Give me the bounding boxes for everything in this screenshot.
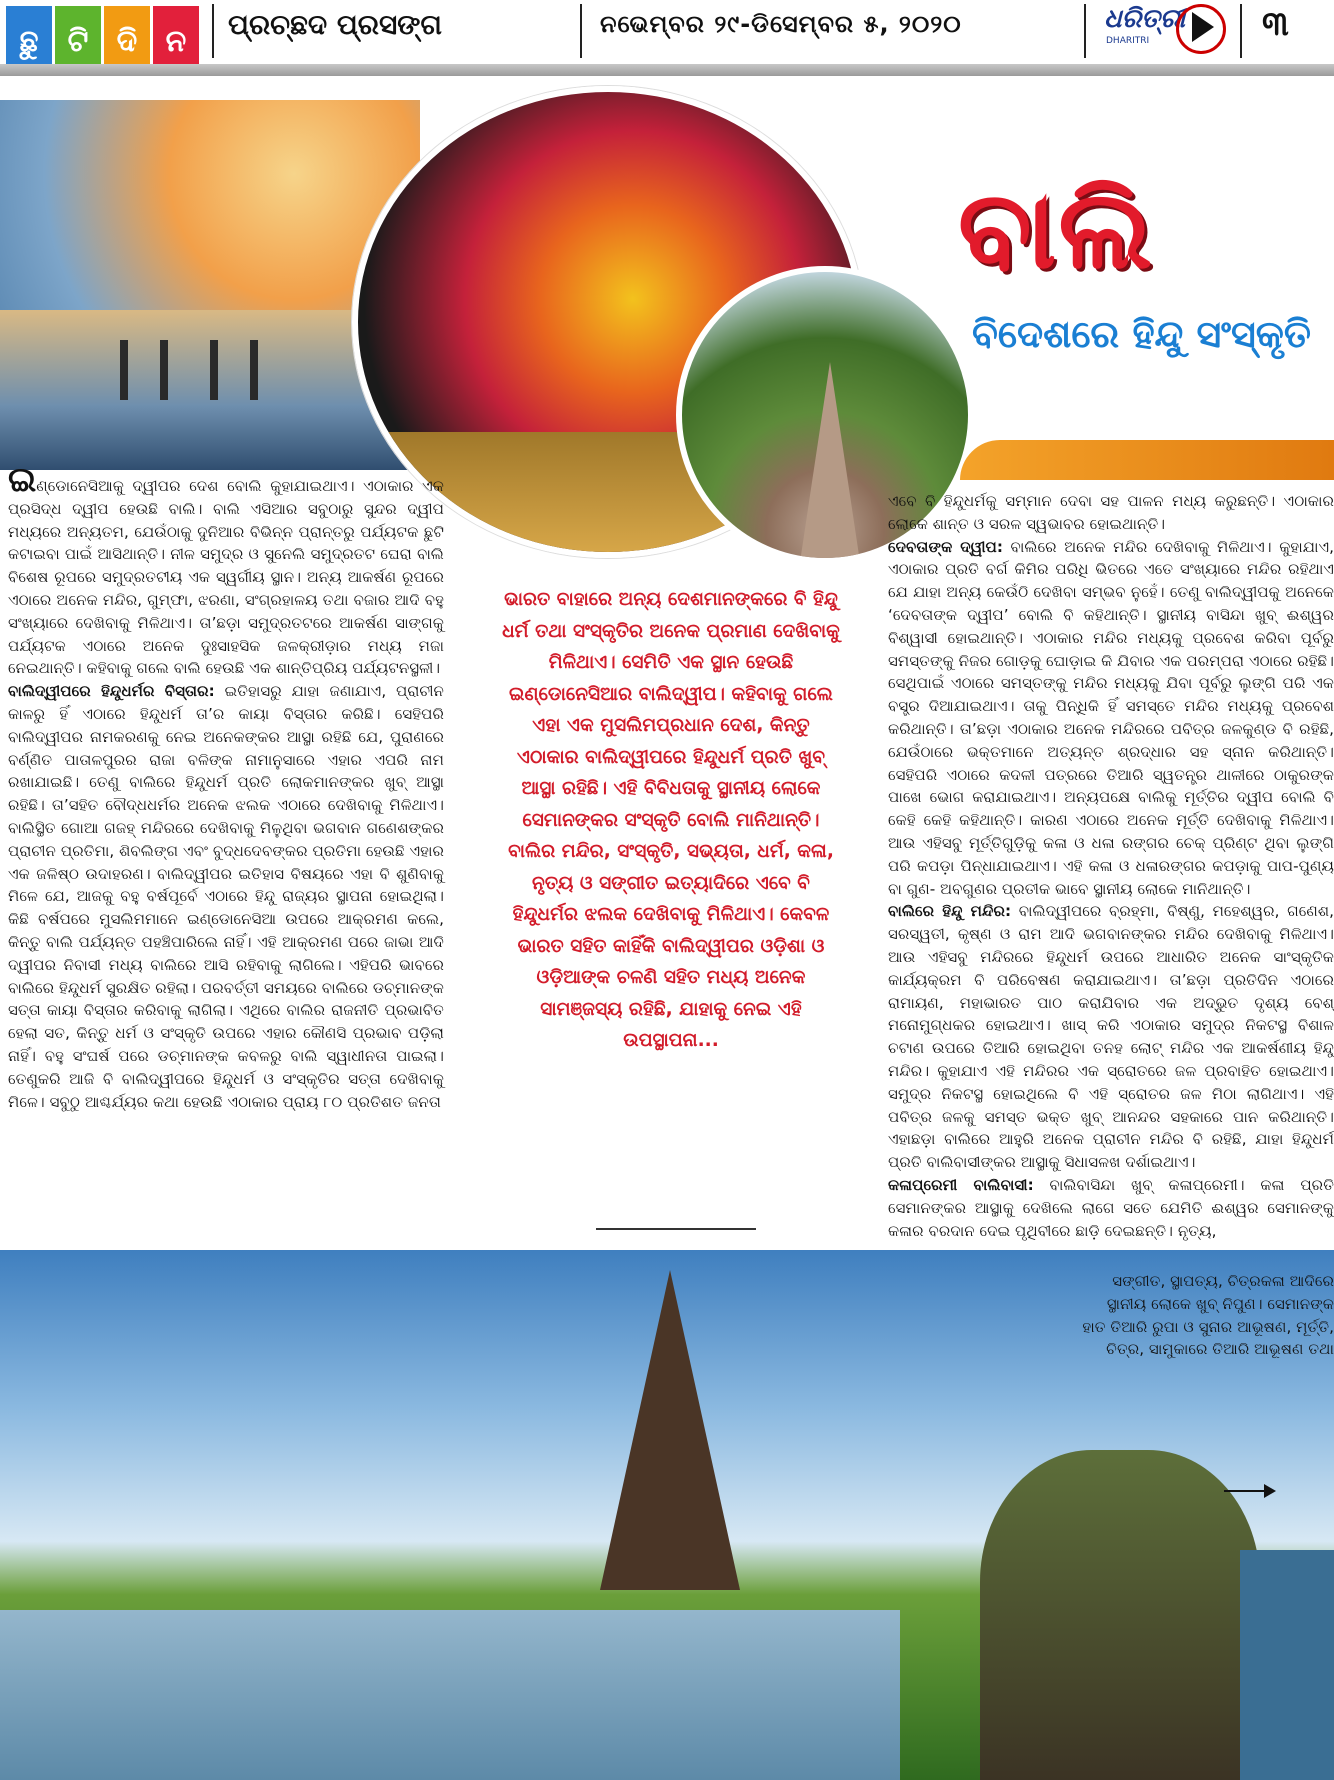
- intro-text: ଣ୍ଡୋନେସିଆକୁ ଦ୍ୱୀପର ଦେଶ ବୋଲି କୁହାଯାଇଥାଏ। ଏଠାକାର ଏକ ପ୍ରସିଦ୍ଧ ଦ୍ୱୀପ ହେଉଛି ବାଲି। ବାଲି ଏସିଆର ସବୁଠାରୁ ସୁନ୍ଦର ଦ୍ୱୀପ ମଧ୍ୟରେ ଅନ୍ୟତମ, ଯେଉଁଠାକୁ ଦୁନିଆର ବିଭିନ୍ନ ପ୍ରାନ୍ତରୁ ପର୍ଯ୍ୟଟକ ଛୁଟି କଟାଇବା ପାଇଁ ଆସିଥାନ୍ତି। ନୀଳ ସମୁଦ୍ର ଓ ସୁନେଲି ସମୁଦ୍ରତଟ ଘେରା ବାଲି ବିଶେଷ ରୂପରେ ସମୁଦ୍ରତଟୀୟ ଏକ ସ୍ୱର୍ଗୀୟ ସ୍ଥାନ। ଅନ୍ୟ ଆକର୍ଷଣ ରୂପରେ ଏଠାରେ ଅନେକ ମନ୍ଦିର, ଗୁମ୍ଫା, ଝରଣା, ସଂଗ୍ରହାଳୟ ତଥା ବଜାର ଆଦି ବହୁ ସଂଖ୍ୟାରେ ଦେଖିବାକୁ ମିଳିଥାଏ। ତା’ଛଡ଼ା ସମୁଦ୍ରତଟରେ ଆକର୍ଷଣ ସାଙ୍ଗକୁ ପର୍ଯ୍ୟଟକ ଏଠାରେ ଅନେକ ଦୁଃସାହସିକ ଜଳକ୍ରୀଡ଼ାର ମଧ୍ୟ ମଜା ନେଇଥାନ୍ତି। କହିବାକୁ ଗଲେ ବାଲି ହେଉଛି ଏକ ଶାନ୍ତିପ୍ରିୟ ପର୍ଯ୍ୟଟନସ୍ଥଳୀ।: [8, 477, 444, 678]
- subheading: କଳାପ୍ରେମୀ ବାଲିବାସୀ:: [888, 1175, 1034, 1194]
- subheading: ଦେବତାଙ୍କ ଦ୍ୱୀପ:: [888, 537, 1003, 556]
- figure: [160, 340, 168, 400]
- temples-text: ବାଲିଦ୍ୱୀପରେ ବ୍ରହ୍ମା, ବିଷ୍ଣୁ, ମହେଶ୍ୱର, ଗଣେଶ, ସରସ୍ୱତୀ, କୃଷ୍ଣ ଓ ରାମ ଆଦି ଭଗବାନଙ୍କର ମନ୍ଦିର ଦେଖିବାକୁ ମିଳିଥାଏ। ଆଉ ଏହିସବୁ ମନ୍ଦିରରେ ହିନ୍ଦୁଧର୍ମ ଉପରେ ଆଧାରିତ ଅନେକ ସାଂସ୍କୃତିକ କାର୍ଯ୍ୟକ୍ରମ ବି ପରିବେଷଣ କରାଯାଇଥାଏ। ତା’ଛଡ଼ା ପ୍ରତିଦିନ ଏଠାରେ ରାମାୟଣ, ମହାଭାରତ ପାଠ କରାଯିବାର ଏକ ଅଦ୍ଭୁତ ଦୃଶ୍ୟ ବେଶ୍ ମନୋମୁଗ୍ଧକର ହୋଇଥାଏ। ଖାସ୍ କରି ଏଠାକାର ସମୁଦ୍ର ନିକଟସ୍ଥ ବିଶାଳ ଚଟାଣ ଉପରେ ତିଆରି ହୋଇଥିବା ତନହ ଲୋଟ୍ ମନ୍ଦିର ଏକ ଆକର୍ଷଣୀୟ ହିନ୍ଦୁ ମନ୍ଦିର। କୁହାଯାଏ ଏହି ମନ୍ଦିରର ଏକ ସ୍ରୋତରେ ଜଳ ପ୍ରବାହିତ ହୋଇଥାଏ। ସମୁଦ୍ର ନିକଟସ୍ଥ ହୋଇଥିଲେ ବି ଏହି ସ୍ରୋତର ଜଳ ମିଠା ଲାଗିଥାଏ। ଏହି ପବିତ୍ର ଜଳକୁ ସମସ୍ତ ଭକ୍ତ ଖୁବ୍ ଆନନ୍ଦର ସହକାରେ ପାନ କରିଥାନ୍ତି। ଏହାଛଡ଼ା ବାଲିରେ ଆହୁରି ଅନେକ ପ୍ରାଚୀନ ମନ୍ଦିର ବି ରହିଛି, ଯାହା ହିନ୍ଦୁଧର୍ମ ପ୍ରତି ବାଲିବାସୀଙ୍କର ଆସ୍ଥାକୁ ସିଧାସଳଖ ଦର୍ଶାଇଥାଏ।: [888, 902, 1334, 1172]
- history-text: ଇତିହାସରୁ ଯାହା ଜଣାଯାଏ, ପ୍ରାଚୀନ କାଳରୁ ହିଁ ଏଠାରେ ହିନ୍ଦୁଧର୍ମ ତା’ର କାୟା ବିସ୍ତାର କରିଛି। ସେହିପରି ବାଲିଦ୍ୱୀପର ନାମକରଣକୁ ନେଇ ଅନେକଙ୍କର ଆସ୍ଥା ରହିଛି ଯେ, ପୁରାଣରେ ବର୍ଣ୍ଣିତ ପାତାଳପୁରର ରାଜା ବଳିଙ୍କ ନାମାନୁସାରେ ଏହାର ଏପରି ନାମ ରଖାଯାଇଛି। ତେଣୁ ବାଲିରେ ହିନ୍ଦୁଧର୍ମ ପ୍ରତି ଲୋକମାନଙ୍କର ଖୁବ୍ ଆସ୍ଥା ରହିଛି। ତା’ସହିତ ବୌଦ୍ଧଧର୍ମର ଅନେକ ଝଲକ ଏଠାରେ ଦେଖିବାକୁ ମିଳିଥାଏ। ବାଲିସ୍ଥିତ ଗୋଆ ଗଜହ୍ ମନ୍ଦିରରେ ଦେଖିବାକୁ ମିଳୁଥିବା ଭଗବାନ ଗଣେଶଙ୍କର ପ୍ରାଚୀନ ପ୍ରତିମା, ଶିବଲିଙ୍ଗ ଏବଂ ବୁଦ୍ଧଦେବଙ୍କର ପ୍ରତିମା ହେଉଛି ଏହାର ଏକ ଜଳିଷ୍ଠ ଉଦାହରଣ। ବାଲିଦ୍ୱୀପର ଇତିହାସ ବିଷୟରେ ଏହା ବି ଶୁଣିବାକୁ ମିଳେ ଯେ, ଆଜକୁ ବହୁ ବର୍ଷପୂର୍ବେ ଏଠାରେ ହିନ୍ଦୁ ରାଜ୍ୟର ସ୍ଥାପନା ହୋଇଥିଲା। କିଛି ବର୍ଷପରେ ମୁସଲିମମାନେ ଇଣ୍ଡୋନେସିଆ ଉପରେ ଆକ୍ରମଣ କଲେ, କିନ୍ତୁ ବାଲି ପର୍ଯ୍ୟନ୍ତ ପହଞ୍ଚିପାରିଲେ ନାହିଁ। ଏହି ଆକ୍ରମଣ ପରେ ଜାଭା ଆଦି ଦ୍ୱୀପର ନିବାସୀ ମଧ୍ୟ ବାଲିରେ ଆସି ରହିବାକୁ ଲାଗିଲେ। ଏହିପରି ଭାବରେ ବାଲିରେ ହିନ୍ଦୁଧର୍ମ ସୁରକ୍ଷିତ ରହିଲା। ପରବର୍ତ୍ତୀ ସମୟରେ ବାଲିରେ ଡଚ୍‌ମାନଙ୍କ ସତ୍ତା କାୟା ବିସ୍ତାର କରିବାକୁ ଲାଗିଲା। ଏଥିରେ ବାଲିର ରାଜନୀତି ପ୍ରଭାବିତ ହେଲା ସତ, କିନ୍ତୁ ଧର୍ମ ଓ ସଂସ୍କୃତି ଉପରେ ଏହାର କୌଣସି ପ୍ରଭାବ ପଡ଼ିଲା ନାହିଁ। ବହୁ ସଂଘର୍ଷ ପରେ ଡଚ୍‌ମାନଙ୍କ କବଳରୁ ବାଲି ସ୍ୱାଧୀନତା ପାଇଲା। ତେଣୁକରି ଆଜି ବି ବାଲିଦ୍ୱୀପରେ ହିନ୍ଦୁଧର୍ମ ଓ ସଂସ୍କୃତିର ସତ୍ତା ଦେଖିବାକୁ ମିଳେ। ସବୁଠୁ ଆଶ୍ଚର୍ଯ୍ୟର କଥା ହେଉଛି ଏଠାକାର ପ୍ରାୟ ୮୦ ପ୍ରତିଶତ ଜନତା: [8, 682, 445, 1111]
- header-bar: [0, 64, 1334, 76]
- divider: [212, 4, 214, 58]
- continued-text: ସଙ୍ଗୀତ, ସ୍ଥାପତ୍ୟ, ଚିତ୍ରକଳା ଆଦିରେ ସ୍ଥାନୀୟ ଲୋକେ ଖୁବ୍ ନିପୁଣ। ସେମାନଙ୍କ ହାତ ତିଆରି ରୁପା ଓ ସୁନାର ଆଭୂଷଣ, ମୂର୍ତ୍ତି, ଚିତ୍ର, ସାମୁକାରେ ତିଆରି ଆଭୂଷଣ ତଥା: [1082, 1272, 1334, 1359]
- publisher-logo: ଧରିତ୍ରୀ: [1104, 4, 1186, 34]
- orange-swoosh: [960, 440, 1334, 480]
- issue-date: ନଭେମ୍ବର ୨୯-ଡିସେମ୍ବର ୫, ୨୦୨୦: [600, 10, 962, 38]
- art-paragraph: [888, 1174, 1334, 1242]
- masthead: [0, 0, 1334, 80]
- figure: [250, 340, 258, 400]
- publisher-logo-sub: DHARITRI: [1106, 36, 1150, 46]
- brand-letter: ଟି: [55, 6, 101, 76]
- page-number: ୩: [1262, 4, 1289, 44]
- divider: [580, 4, 582, 58]
- right-intro: ଏବେ ବି ହିନ୍ଦୁଧର୍ମକୁ ସମ୍ମାନ ଦେବା ସହ ପାଳନ ମଧ୍ୟ କରୁଛନ୍ତି। ଏଠାକାର ଲୋକେ ଶାନ୍ତ ଓ ସରଳ ସ୍ୱଭାବର ହୋଇଥାନ୍ତି।: [888, 492, 1334, 533]
- continue-arrow-icon: [1224, 1490, 1274, 1492]
- brand-letter: ଦି: [104, 6, 150, 76]
- gods-island-text: ବାଲିରେ ଅନେକ ମନ୍ଦିର ଦେଖିବାକୁ ମିଳିଥାଏ। କୁହାଯାଏ, ଏଠାକାର ପ୍ରତି ବର୍ଗ କିମିର ପରିଧି ଭିତରେ ଏତେ ସଂଖ୍ୟାରେ ମନ୍ଦିର ରହିଥାଏ ଯେ ଯାହା ଅନ୍ୟ କେଉଁଠି ଦେଖିବା ସମ୍ଭବ ନୁହେଁ। ତେଣୁ ବାଲିଦ୍ୱୀପକୁ ଅନେକେ ‘ଦେବତାଙ୍କ ଦ୍ୱୀପ’ ବୋଲି ବି କହିଥାନ୍ତି। ସ୍ଥାନୀୟ ବାସିନ୍ଦା ଖୁବ୍ ଈଶ୍ୱର ବିଶ୍ୱାସୀ ହୋଇଥାନ୍ତି। ଏଠାକାର ମନ୍ଦିର ମଧ୍ୟକୁ ପ୍ରବେଶ କରିବା ପୂର୍ବରୁ ସମସ୍ତଙ୍କୁ ନିଜର ଗୋଡ଼କୁ ଘୋଡ଼ାଇ କି ଯିବାର ଏକ ପରମ୍ପରା ଏଠାରେ ରହିଛି। ସେଥିପାଇଁ ଏଠାରେ ସମସ୍ତଙ୍କୁ ମନ୍ଦିର ମଧ୍ୟକୁ ଯିବା ପୂର୍ବରୁ ଲୁଙ୍ଗି ପରି ଏକ ବସ୍ତ୍ର ଦିଆଯାଇଥାଏ। ତାକୁ ପିନ୍ଧିକି ହିଁ ସମସ୍ତେ ମନ୍ଦିର ମଧ୍ୟକୁ ପ୍ରବେଶ କରିଥାନ୍ତି। ତା’ଛଡ଼ା ଏଠାକାର ଅନେକ ମନ୍ଦିରରେ ପବିତ୍ର ଜଳକୁଣ୍ଡ ବି ରହିଛି, ଯେଉଁଠାରେ ଭକ୍ତମାନେ ଅତ୍ୟନ୍ତ ଶ୍ରଦ୍ଧାର ସହ ସ୍ନାନ କରିଥାନ୍ତି। ସେହିପରି ଏଠାରେ କଦଳୀ ପତ୍ରରେ ତିଆରି ସ୍ୱତନ୍ତ୍ର ଥାଳୀରେ ଠାକୁରଙ୍କ ପାଖେ ଭୋଗ କରାଯାଇଥାଏ। ଅନ୍ୟପକ୍ଷେ ବାଲିକୁ ମୂର୍ତ୍ତିର ଦ୍ୱୀପ ବୋଲି ବି କେହି କେହି କହିଥାନ୍ତି। କାରଣ ଏଠାରେ ଅନେକ ମୂର୍ତ୍ତି ଦେଖିବାକୁ ମିଳିଥାଏ। ଆଉ ଏହିସବୁ ମୂର୍ତ୍ତିଗୁଡ଼ିକୁ କଳା ଓ ଧଳା ରଙ୍ଗର ଚେକ୍ ପ୍ରିଣ୍ଟ ଥିବା ଲୁଙ୍ଗି ପରି କପଡ଼ା ପିନ୍ଧାଯାଇଥାଏ। ଏହି କଳା ଓ ଧଳାରଙ୍ଗର କପଡ଼ାକୁ ପାପ-ପୁଣ୍ୟ ବା ଗୁଣ- ଅବଗୁଣର ପ୍ରତୀକ ଭାବେ ସ୍ଥାନୀୟ ଲୋକେ ମାନିଥାନ୍ତି।: [888, 537, 1334, 898]
- divider: [596, 1228, 756, 1230]
- section-title: ପ୍ରଚ୍ଛଦ ପ୍ରସଙ୍ଗ: [228, 8, 442, 41]
- pull-quote: ଭାରତ ବାହାରେ ଅନ୍ୟ ଦେଶମାନଙ୍କରେ ବି ହିନ୍ଦୁ ଧର୍ମ ତଥା ସଂସ୍କୃତିର ଅନେକ ପ୍ରମାଣ ଦେଖିବାକୁ ମିଳିଥାଏ। ସେମିତି ଏକ ସ୍ଥାନ ହେଉଛି ଇଣ୍ଡୋନେସିଆର ବାଲିଦ୍ୱୀପ। କହିବାକୁ ଗଲେ ଏହା ଏକ ମୁସଲିମପ୍ରଧାନ ଦେଶ, କିନ୍ତୁ ଏଠାକାର ବାଲିଦ୍ୱୀପରେ ହିନ୍ଦୁଧର୍ମ ପ୍ରତି ଖୁବ୍ ଆସ୍ଥା ରହିଛି। ଏହି ବିବିଧତାକୁ ସ୍ଥାନୀୟ ଲୋକେ ସେମାନଙ୍କର ସଂସ୍କୃତି ବୋଲି ମାନିଥାନ୍ତି। ବାଲିର ମନ୍ଦିର, ସଂସ୍କୃତି, ସଭ୍ୟତା, ଧର୍ମ, କଳା, ନୃତ୍ୟ ଓ ସଙ୍ଗୀତ ଇତ୍ୟାଦିରେ ଏବେ ବି ହିନ୍ଦୁଧର୍ମର ଝଲକ ଦେଖିବାକୁ ମିଳିଥାଏ। କେବଳ ଭାରତ ସହିତ କାହିଁକି ବାଲିଦ୍ୱୀପର ଓଡ଼ିଶା ଓ ଓଡ଼ିଆଙ୍କ ଚଳଣି ସହିତ ମଧ୍ୟ ଅନେକ ସାମଞ୍ଜସ୍ୟ ରହିଛି, ଯାହାକୁ ନେଇ ଏହି ଉପସ୍ଥାପନା...: [502, 589, 840, 1051]
- sea-temple-rock: [980, 1450, 1260, 1780]
- figure: [120, 340, 128, 400]
- play-icon: [1192, 12, 1214, 42]
- gods-island-paragraph: [888, 536, 1334, 901]
- left-column: [8, 460, 445, 1113]
- article-title: ବାଲି: [958, 168, 1155, 293]
- subheading: ବାଲିରେ ହିନ୍ଦୁ ମନ୍ଦିର:: [888, 902, 1012, 921]
- subheading: ବାଲିଦ୍ୱୀପରେ ହିନ୍ଦୁଧର୍ମର ବିସ୍ତାର:: [8, 682, 215, 701]
- sea: [1240, 1550, 1334, 1780]
- brand-letter: ନ: [153, 6, 199, 76]
- path: [800, 362, 860, 562]
- figure: [210, 340, 218, 400]
- right-column: [888, 490, 1334, 1242]
- drop-cap: ଇ: [8, 460, 37, 500]
- history-paragraph: [8, 680, 444, 1113]
- brand-letter: ଛୁ: [6, 6, 52, 76]
- temples-paragraph: [888, 900, 1334, 1174]
- divider: [1084, 4, 1086, 58]
- divider: [1240, 4, 1242, 58]
- pagoda: [600, 1270, 740, 1590]
- intro-paragraph: [8, 460, 444, 680]
- lake: [0, 1610, 900, 1780]
- article-subtitle: ବିଦେଶରେ ହିନ୍ଦୁ ସଂସ୍କୃତି: [972, 312, 1311, 356]
- art-text: ବାଲିବାସିନ୍ଦା ଖୁବ୍ କଳାପ୍ରେମୀ। କଳା ପ୍ରତି ସେମାନଙ୍କର ଆସ୍ଥାକୁ ଦେଖିଲେ ଲାଗେ ସତେ ଯେମିତି ଈଶ୍ୱର ସେମାନଙ୍କୁ କଳାର ବରଦାନ ଦେଇ ପୃଥିବୀରେ ଛାଡ଼ି ଦେଇଛନ୍ତି। ନୃତ୍ୟ,: [888, 1175, 1334, 1240]
